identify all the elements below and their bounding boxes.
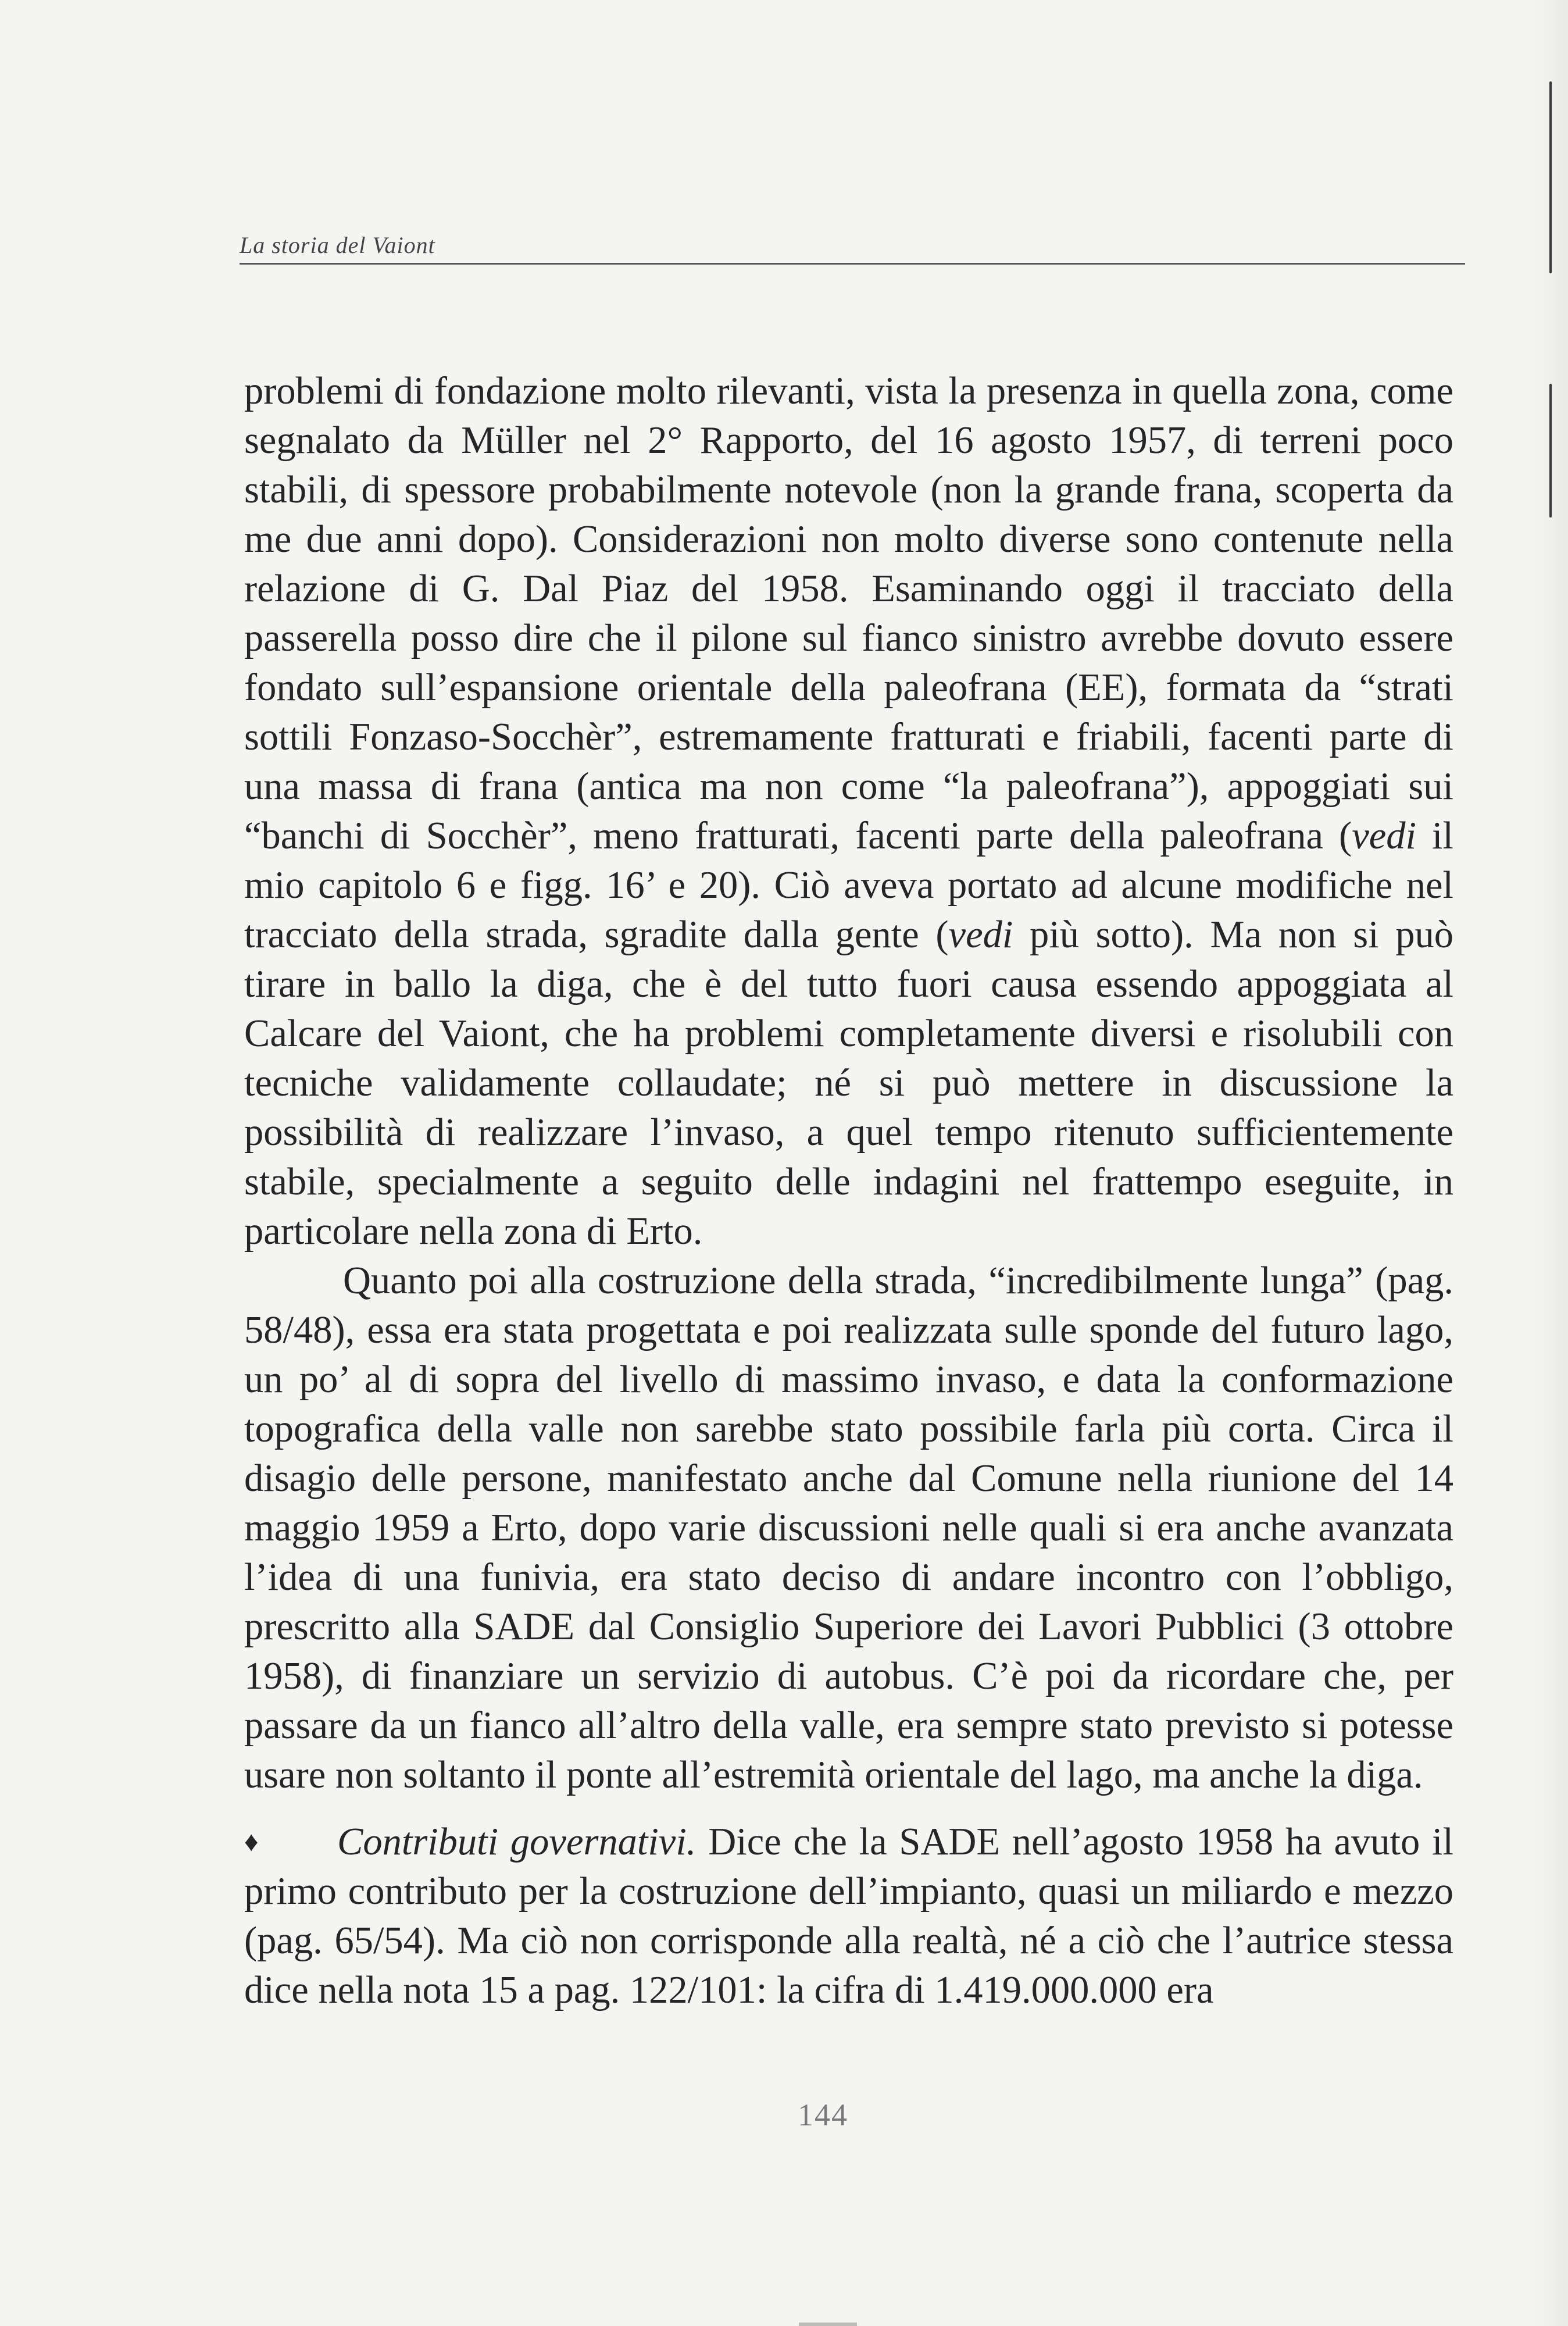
paragraph-3-text: Dice che la SADE nell’agosto 1958 ha avuto il primo contributo per la costruzione dell’impianto, quasi un miliardo e mezzo (pag. 65/54). Ma ciò non corrisponde alla realtà, né a ciò che l’autrice stessa dice nella nota 15 a pag. 122/101: la cifra di 1.419.000.000 era bbox=[244, 1821, 1453, 2011]
body-text bbox=[244, 366, 1453, 2015]
paragraph-3-heading: Contributi governativi. bbox=[337, 1821, 697, 1863]
paragraph-1 bbox=[244, 366, 1453, 1256]
right-page-edge bbox=[1533, 0, 1568, 2326]
page-number: 144 bbox=[798, 2097, 848, 2132]
paragraph-1-italic-a: vedi bbox=[1352, 815, 1416, 857]
edge-mark-top bbox=[1549, 81, 1552, 273]
diamond-bullet-icon: ♦ bbox=[244, 1826, 259, 1857]
running-title: La storia del Vaiont bbox=[240, 232, 435, 258]
paragraph-1-text-b: il mio capitolo 6 e figg. 16’ e 20). Ciò aveva portato ad alcune modifiche nel tracciato della strada, sgradite dalla gente ( bbox=[244, 815, 1454, 956]
bottom-edge-mark bbox=[799, 2323, 857, 2326]
edge-mark-middle bbox=[1549, 384, 1552, 518]
paragraph-1-italic-b: vedi bbox=[948, 914, 1013, 956]
paragraph-2: Quanto poi alla costruzione della strada, “incredibilmente lunga” (pag. 58/48), essa era stata progettata e poi realizzata sulle sponde del futuro lago, un po’ al di sopra del livello di massimo invaso, e data la conformazione topografica della valle non sarebbe stato possibile farla più corta. Circa il disagio delle persone, manifestato anche dal Comune nella riunione del 14 maggio 1959 a Erto, dopo varie discussioni nelle quali si era anche avanzata l’idea di una funivia, era stato deciso di andare incontro con l’obbligo, prescritto alla SADE dal Consiglio Superiore dei Lavori Pubblici (3 ottobre 1958), di finanziare un servizio di autobus. C’è poi da ricordare che, per passare da un fianco all’altro della valle, era sempre stato previsto si potesse usare non soltanto il ponte all’estremità orientale del lago, ma anche la diga. bbox=[244, 1260, 1453, 1796]
paragraph-1-text-a: problemi di fondazione molto rilevanti, vista la presenza in quella zona, come segnalato da Müller nel 2° Rapporto, del 16 agosto 1957, di terreni poco stabili, di spessore probabilmente notevole (non la grande frana, scoperta da me due anni dopo). Considerazioni non molto diverse sono contenute nella relazione di G. Dal Piaz del 1958. Esaminando oggi il tracciato della passerella posso dire che il pilone sul fianco sinistro avrebbe dovuto essere fondato sull’espansione orientale della paleofrana (EE), formata da “strati sottili Fonzaso-Socchèr”, estremamente fratturati e friabili, facenti parte di una massa di frana (antica ma non come “la paleofrana”), appoggiati sui “banchi di Socchèr”, meno fratturati, facenti parte della paleofrana ( bbox=[244, 370, 1453, 857]
paragraph-1-text-c: più sotto). Ma non si può tirare in ballo la diga, che è del tutto fuori causa essendo appoggiata al Calcare del Vaiont, che ha problemi completamente diversi e risolubili con tecniche validamente collaudate; né si può mettere in discussione la possibilità di realizzare l’invaso, a quel tempo ritenuto sufficientemente stabile, specialmente a seguito delle indagini nel frattempo eseguite, in particolare nella zona di Erto. bbox=[244, 914, 1454, 1253]
header-rule bbox=[240, 263, 1465, 265]
paragraph-3 bbox=[244, 1817, 1453, 2015]
